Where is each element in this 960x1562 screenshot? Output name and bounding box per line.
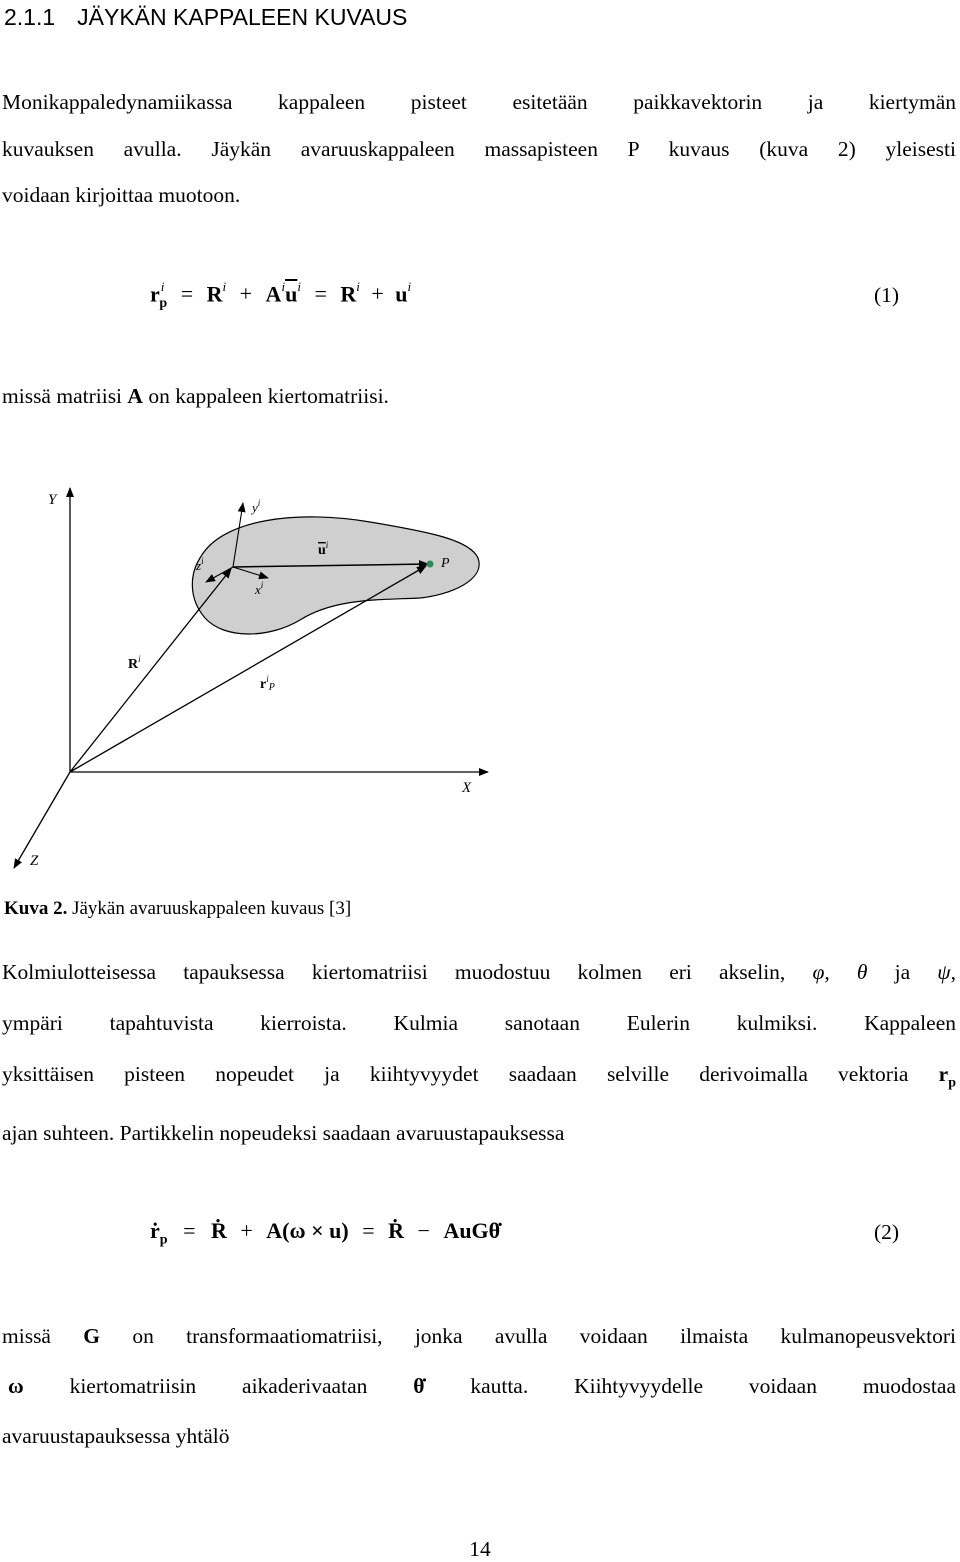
label-z-local: $z^i$: [196, 556, 204, 573]
equation-number: (2): [874, 1220, 900, 1244]
paragraph-line: Monikappaledynamiikassa kappaleen pisteet esitetään paikkavektorin ja kiertymän: [2, 90, 956, 114]
paragraph-intro: [2, 79, 956, 219]
paragraph-euler: [2, 947, 956, 1159]
paragraph-line: missä G on transformaatiomatriisi, jonka avulla voidaan ilmaista kulmanopeusvektori: [2, 1324, 956, 1348]
figure-caption: Kuva 2. Jäykän avaruuskappaleen kuvaus [3]: [4, 898, 352, 919]
paragraph-line: Kolmiulotteisessa tapauksessa kiertomatriisi muodostuu kolmen eri akselin, φ, θ ja ψ,: [2, 960, 957, 984]
paragraph-line: ω kiertomatriisin aikaderivaatan θ̇ kautta. Kiihtyvyydelle voidaan muodostaa: [8, 1374, 956, 1398]
paragraph-transformation: [2, 1311, 956, 1461]
rigid-body-figure: [0, 470, 520, 880]
subscript: p: [159, 295, 168, 311]
section-title: JÄYKÄN KAPPALEEN KUVAUS: [77, 4, 408, 30]
point-p: [427, 561, 434, 568]
superscript: i: [160, 279, 165, 294]
paragraph-line: avaruustapauksessa yhtälö: [2, 1424, 230, 1448]
vector-R: [70, 569, 231, 772]
label-r-p: $r^i_P$: [260, 674, 275, 693]
label-y-local: $y^i$: [252, 498, 261, 515]
equation-number: (1): [874, 283, 900, 307]
section-number: 2.1.1: [4, 4, 56, 30]
label-R: $R^i$: [128, 654, 141, 672]
page-number: 14: [469, 1537, 491, 1561]
paragraph-line: yksittäisen pisteen nopeudet ja kiihtyvyydet saadaan selville derivoimalla vektoria $r_p$: [2, 1062, 956, 1091]
label-Z: Z: [30, 853, 39, 869]
equation-2: ṙ$_p$ = Ṙ + A(ω × u) = Ṙ − AuGθ̇: [150, 1218, 501, 1248]
label-Y: Y: [48, 492, 57, 508]
label-X: X: [462, 780, 472, 796]
equation-1: $r^i_p = R^i + A^i\overline{u}^i = R^i + u^i$: [150, 279, 412, 311]
paragraph-line: ympäri tapahtuvista kierroista. Kulmia sanotaan Eulerin kulmiksi. Kappaleen: [2, 1011, 956, 1035]
section-heading: [4, 4, 407, 31]
paragraph-line: kuvauksen avulla. Jäykän avaruuskappaleen massapisteen P kuvaus (kuva 2) yleisesti: [2, 136, 956, 161]
paragraph-matrix: missä matriisi A on kappaleen kiertomatriisi.: [2, 384, 389, 408]
label-P: P: [441, 556, 450, 571]
paragraph-line: voidaan kirjoittaa muotoon.: [2, 183, 241, 207]
label-u-bar: $u^i$: [318, 540, 329, 558]
global-z-axis: [14, 772, 70, 868]
paragraph-line: ajan suhteen. Partikkelin nopeudeksi saadaan avaruustapauksessa: [2, 1121, 565, 1146]
rigid-body-shape: [192, 517, 479, 634]
label-x-local: $x^i$: [255, 580, 264, 597]
